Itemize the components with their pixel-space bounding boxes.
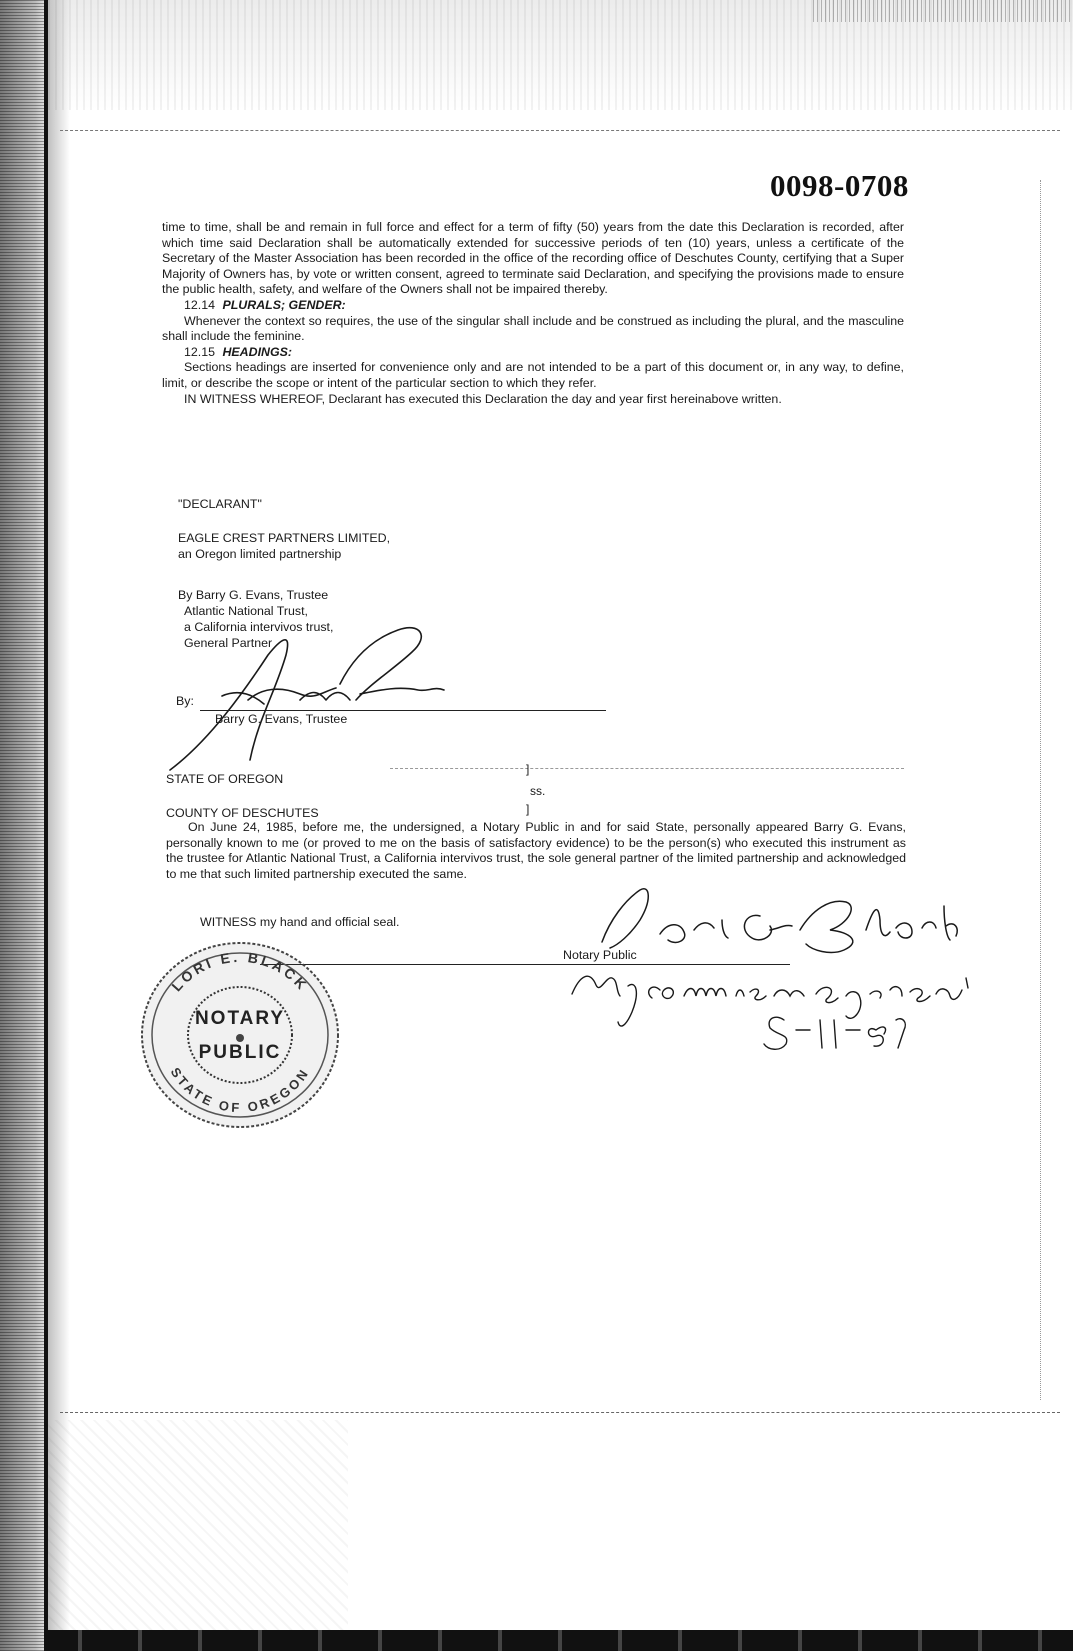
seal-center-dot [236, 1034, 244, 1042]
notary-public-label: Notary Public [563, 948, 637, 962]
section-12-14-text: Whenever the context so requires, the use of the singular shall include and be construed as including the plural, and the masculine shall include the feminine. [162, 313, 904, 344]
scan-left-shadow [48, 0, 70, 1651]
venue-state: STATE OF OREGON [166, 772, 284, 786]
commission-handwriting [572, 976, 968, 1049]
section-title: HEADINGS: [222, 344, 292, 359]
witness-clause: IN WITNESS WHEREOF, Declarant has executed this Declaration the day and year first hereinabove written. [184, 391, 782, 406]
section-number: 12.15 [184, 344, 216, 359]
notary-seal [120, 920, 360, 1140]
by-label: By: [176, 694, 194, 708]
declarant-label: "DECLARANT" [178, 497, 262, 511]
section-title: PLURALS; GENDER: [222, 297, 346, 312]
acknowledgment-paragraph [166, 820, 906, 882]
trust-name: Atlantic National Trust, [184, 604, 308, 618]
signature-line [200, 710, 606, 711]
section-12-15-text: Sections headings are inserted for convenience only and are not intended to be a part of this document or, in any way, to define, limit, or describe the scope or intent of the particular section to which they refer. [162, 360, 904, 390]
notary-witness: WITNESS my hand and official seal. [200, 915, 400, 929]
notary-signature [602, 889, 957, 953]
section-number: 12.14 [184, 297, 216, 312]
page-edge-top [60, 130, 1060, 131]
by-trustee: By Barry G. Evans, Trustee [178, 588, 329, 602]
intro-paragraph: time to time, shall be and remain in full force and effect for a term of fifty (50) years from the date this Declaration is recorded, after which time said Declaration shall be automatically extended for successive periods of ten (10) years, unless a certificate of the Secretary of the Master Association has been recorded in the office of the recording office of Deschutes County, certifying that a Super Majority of Owners has, by vote or written consent, agreed to terminate said Declaration, and specifying the provisions made to ensure the public health, safety, and welfare of the Owners shall not be impaired thereby. [162, 220, 904, 297]
page-edge-right [1040, 180, 1041, 1400]
document-body [162, 220, 904, 407]
venue-divider [390, 768, 904, 769]
document-number: 0098-0708 [770, 168, 909, 203]
trust-role: General Partner [184, 636, 273, 650]
scan-left-edge [0, 0, 44, 1651]
venue-bracket: ] [526, 802, 530, 816]
section-12-15-heading [162, 345, 904, 361]
company-type: an Oregon limited partnership [178, 547, 342, 561]
trustee-block [178, 587, 333, 651]
seal-notary-text: NOTARY [194, 1008, 286, 1029]
venue-county: COUNTY OF DESCHUTES [166, 806, 319, 820]
page-edge-bottom [60, 1412, 1060, 1413]
signer-name: Barry G. Evans, Trustee [215, 712, 348, 726]
venue-ss: ss. [530, 784, 546, 798]
scan-bottom-noise [48, 1420, 348, 1630]
company-block [178, 530, 390, 562]
venue-bracket: ] [526, 762, 530, 776]
scan-top-right-noise [813, 0, 1073, 22]
company-name: EAGLE CREST PARTNERS LIMITED, [178, 531, 391, 545]
seal-public-text: PUBLIC [198, 1042, 282, 1063]
declarant-block [178, 496, 262, 512]
trust-type: a California intervivos trust, [184, 620, 334, 634]
scan-bottom-edge [48, 1630, 1073, 1651]
seal-top-text: LORI E. BLACK [168, 948, 312, 995]
section-12-14-heading [162, 298, 904, 314]
seal-bottom-text: STATE OF OREGON [167, 1064, 313, 1116]
acknowledgment-text: On June 24, 1985, before me, the undersigned, a Notary Public in and for said State, personally appeared Barry G. Evans, personally known to me (or proved to me on the basis of satisfactory evidence) to be the person(s) who executed this instrument as the trustee for Atlantic National Trust, a California intervivos trust, the sole general partner of the limited partnership and acknowledged to me that such limited partnership executed the same. [166, 820, 906, 881]
